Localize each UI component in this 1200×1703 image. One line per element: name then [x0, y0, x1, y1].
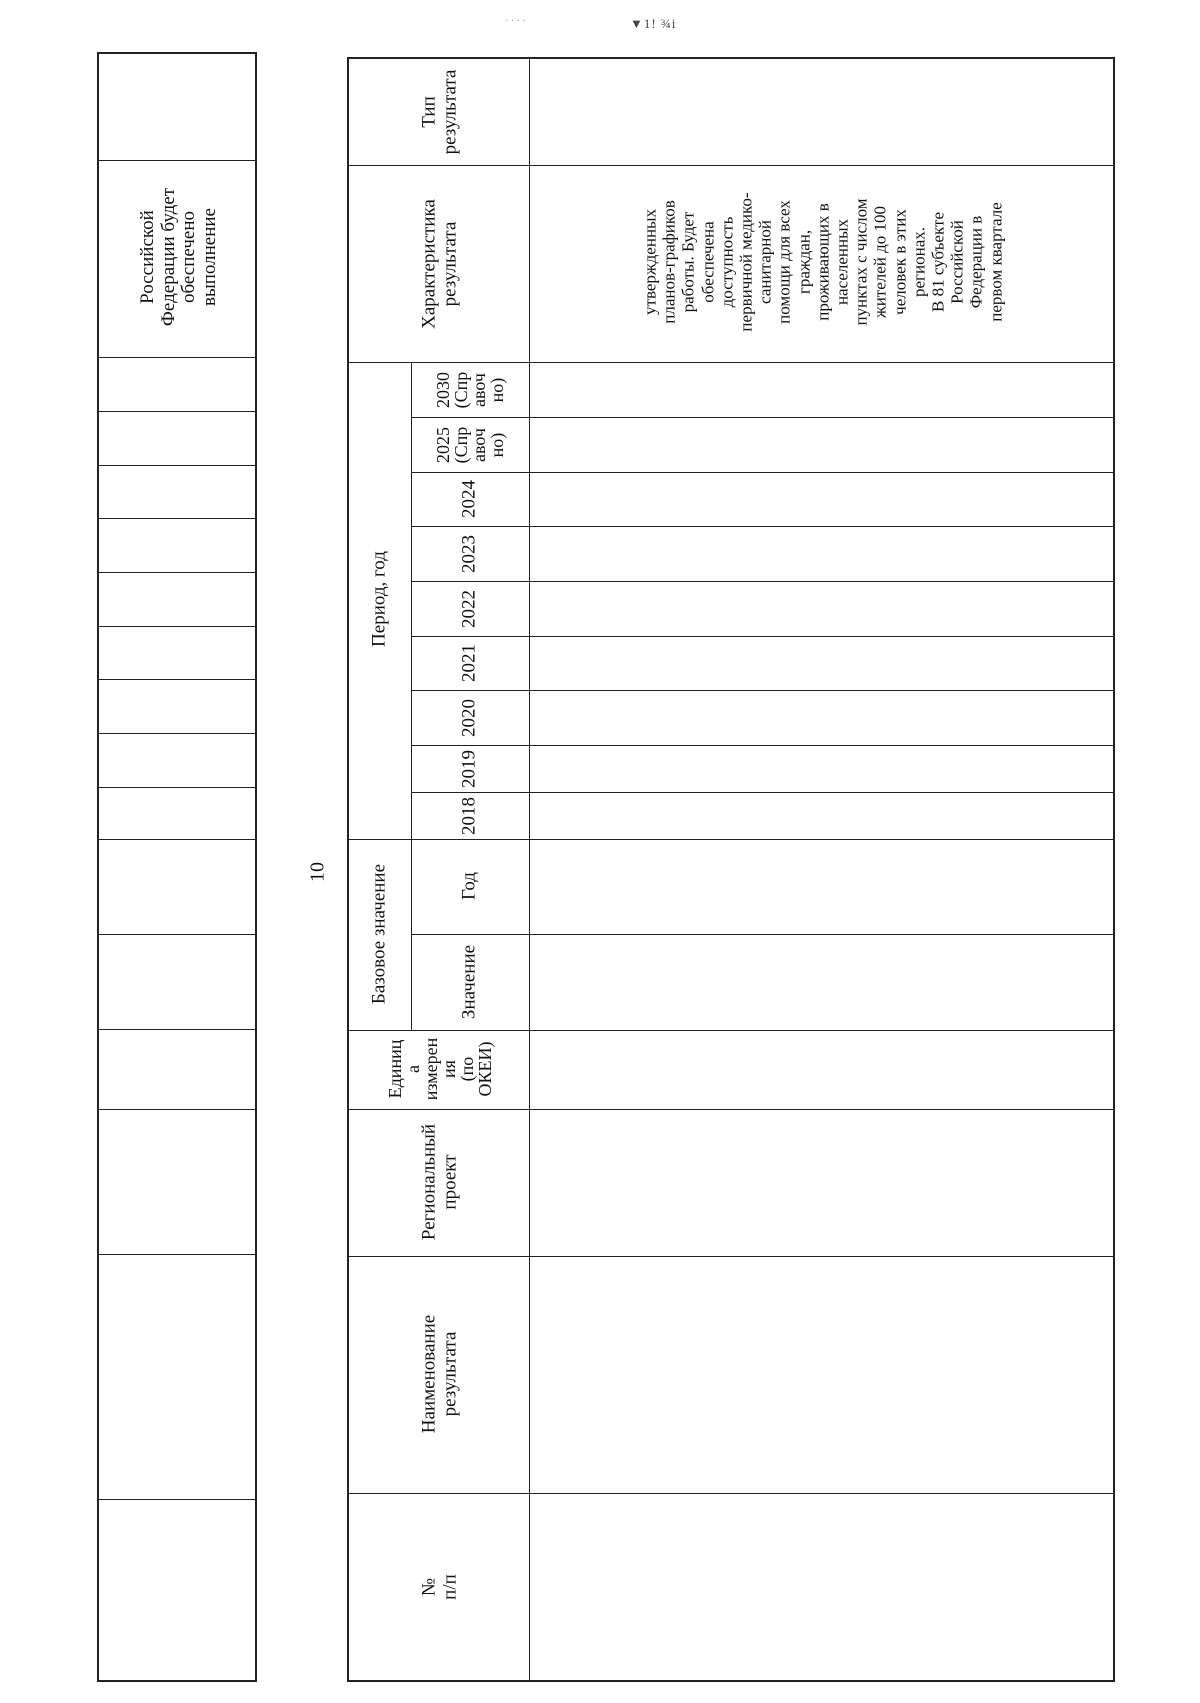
page-number: 10 [306, 862, 329, 882]
header-name: Наименование результата [418, 1314, 460, 1434]
header-base-value: Значение [458, 944, 480, 1020]
header-year-2022: 2022 [458, 590, 480, 628]
header-base-value-group: Базовое значение [368, 863, 390, 1005]
header-year-2021: 2021 [458, 644, 480, 682]
header-period-group: Период, год [368, 551, 390, 647]
header-num: № п/п [418, 1574, 460, 1600]
header-type: Тип результата [418, 69, 460, 155]
header-year-2020: 2020 [458, 699, 480, 737]
header-base-year: Год [458, 872, 480, 900]
strip-text: Российской Федерации будет обеспечено выполнение [136, 187, 220, 327]
header-unit: Единиц а измерен ия (по ОКЕИ) [385, 1037, 495, 1101]
header-year-2023: 2023 [458, 535, 480, 573]
header-project: Региональный проект [418, 1123, 460, 1241]
characteristic-cell: утвержденных планов-графиков работы. Будет обеспечена доступность первичной медико- санитарной помощи для всех граждан, проживающих в населенных пунктах с числом жителей до 100 человек в этих регионах. В 81 субъекте Российской Федерации в первом квартале [640, 192, 1006, 332]
header-year-2019: 2019 [458, 750, 480, 788]
scan-mark: ▼1! ¾i [630, 16, 677, 31]
scan-noise: · · · · [505, 16, 526, 27]
header-year-2025: 2025 (Спр авоч но) [433, 426, 507, 464]
header-year-2018: 2018 [458, 797, 480, 835]
header-year-2030: 2030 (Спр авоч но) [433, 371, 507, 409]
results-table [347, 57, 1115, 1682]
previous-table-strip [97, 52, 257, 1682]
header-year-2024: 2024 [458, 480, 480, 518]
header-characteristic: Характеристика результата [418, 199, 460, 329]
